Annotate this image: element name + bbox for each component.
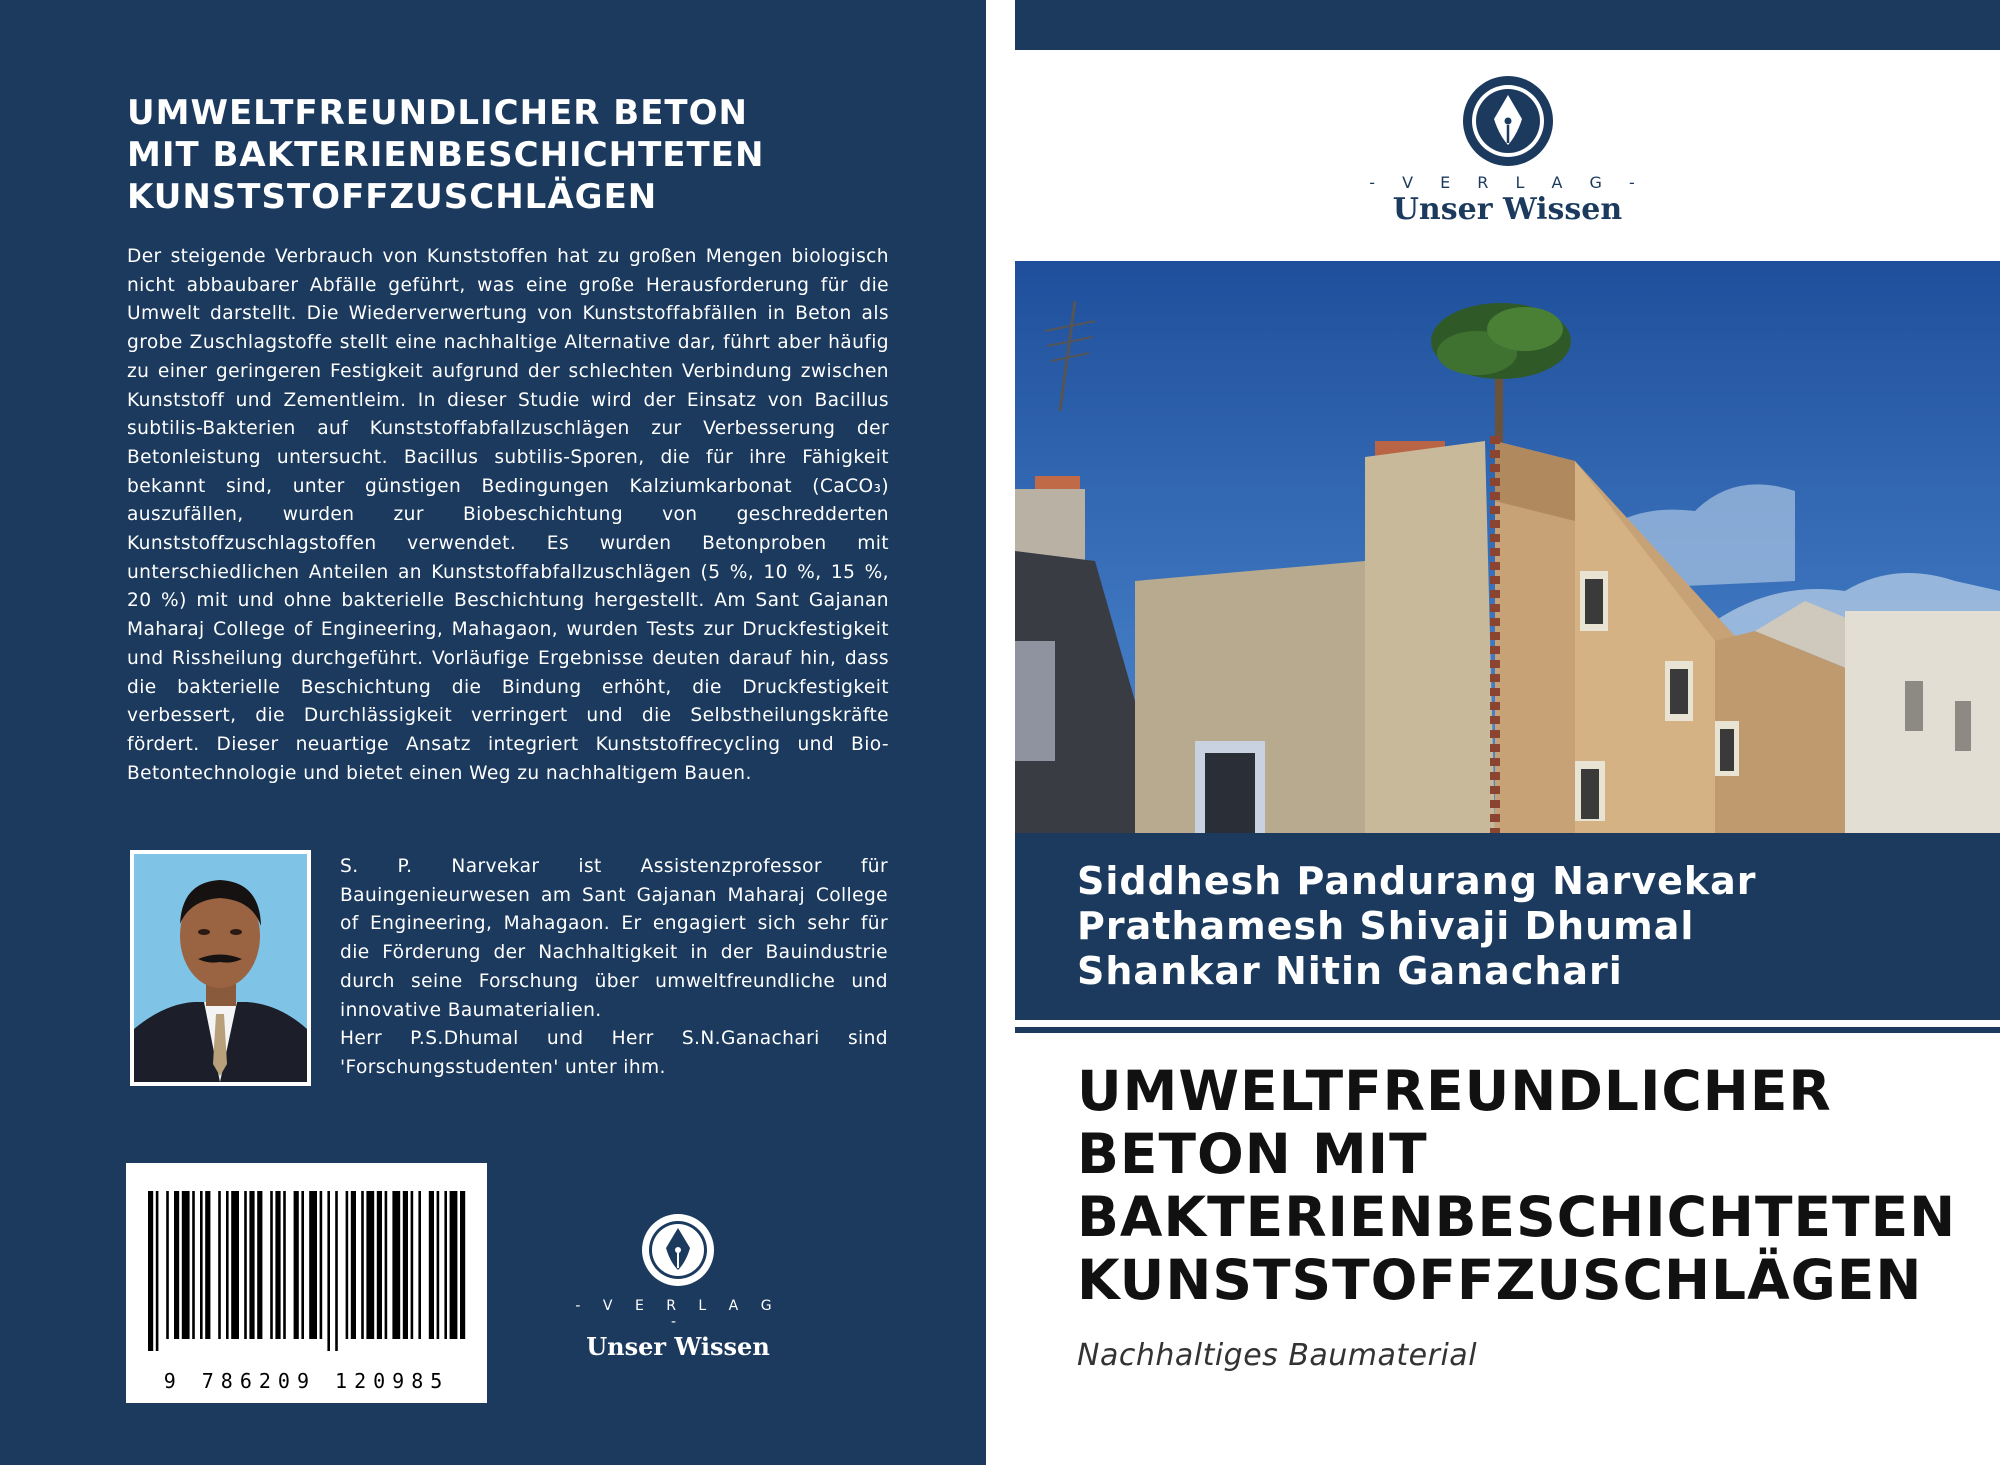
bio-paragraph: Herr P.S.Dhumal und Herr S.N.Ganachari sind 'Forschungsstudenten' unter ihm. [340, 1028, 888, 1078]
book-blurb: Der steigende Verbrauch von Kunststoffen hat zu großen Mengen biologisch nicht abbaubarer Abfälle geführt, was eine große Herausforderung für die Umwelt darstellt. Die Wiederverwertung von Kunststoffabfällen in Beton als grobe Zuschlagstoffe stellt eine nachhaltige Alternative dar, führt aber häufig zu einer geringeren Festigkeit aufgrund der schlechten Verbindung zwischen Kunststoff und Zementleim. In dieser Studie wird der Einsatz von Bacillus subtilis-Bakterien auf Kunststoffabfallzuschlägen zur Verbesserung der Betonleistung untersucht. Bacillus subtilis-Sporen, die für ihre Fähigkeit bekannt sind, unter günstigen Bedingungen Kalziumkarbonat (CaCO₃) auszufällen, wurden zur Biobeschichtung von geschredderten Kunststoffzuschlagstoffen verwendet. Es wurden Betonproben mit unterschiedlichen Anteilen an Kunststoffabfallzuschlägen (5 %, 10 %, 15 %, 20 %) mit und ohne bakterielle Beschichtung hergestellt. Am Sant Gajanan Maharaj College of Engineering, Mahagaon, wurden Tests zur Druckfestigkeit und Rissheilung durchgeführt. Vorläufige Ergebnisse deuten darauf hin, dass die bakterielle Beschichtung die Bindung erhöht, die Druckfestigkeit verbessert, die Durchlässigkeit verringert und die Selbstheilungskräfte fördert. Dieser neuartige Ansatz integriert Kunststoffrecycling und Bio-Betontechnologie und bietet einen Weg zu nachhaltigem Bauen. [127, 246, 889, 784]
bio-paragraph: S. P. Narvekar ist Assistenzprofessor für Bauingenieurwesen am Sant Gajanan Maharaj College of Engineering, Mahagaon. Er engagiert sich sehr für die Förderung der Nachhaltigkeit in der Bauindustrie durch seine Forschung über umweltfreundliche und innovative Baumaterialien. [340, 856, 888, 1021]
author-name: Shankar Nitin Ganachari [1077, 949, 1623, 993]
barcode [126, 1163, 487, 1353]
front-top-band [1015, 0, 2000, 50]
isbn-number: 9 786209 120985 [163, 1369, 450, 1393]
pen-nib-logo-icon [1462, 75, 1554, 167]
publisher-verlag-label: - V E R L A G - [1369, 173, 1646, 192]
front-cover [1015, 0, 2000, 1465]
front-cover-title [1077, 1060, 1987, 1312]
pen-nib-logo-icon [640, 1212, 716, 1288]
author-name: Prathamesh Shivaji Dhumal [1077, 904, 1695, 948]
front-title-line: UMWELTFREUNDLICHER [1077, 1059, 1832, 1123]
publisher-logo-front [1275, 75, 1740, 227]
front-title-line: KUNSTSTOFFZUSCHLÄGEN [1077, 1248, 1923, 1312]
back-cover-title [127, 92, 867, 218]
book-subtitle: Nachhaltiges Baumaterial [1077, 1338, 1478, 1373]
publisher-name: Unser Wissen [1392, 192, 1623, 227]
back-title-line: MIT BAKTERIENBESCHICHTETEN [127, 135, 765, 175]
front-title-line: BAKTERIENBESCHICHTETEN [1077, 1185, 1957, 1249]
cover-photo [1015, 261, 2000, 833]
isbn-barcode [126, 1163, 487, 1403]
back-cover [0, 0, 986, 1465]
publisher-verlag-label: - V E R L A G - [575, 1298, 781, 1330]
back-title-line: KUNSTSTOFFZUSCHLÄGEN [127, 177, 658, 217]
publisher-name: Unser Wissen [586, 1332, 770, 1361]
divider [1015, 1027, 2000, 1033]
author-name: Siddhesh Pandurang Narvekar [1077, 859, 1757, 903]
authors-band [1015, 833, 2000, 1020]
author-photo [130, 850, 311, 1086]
back-title-line: UMWELTFREUNDLICHER BETON [127, 93, 748, 133]
author-bio [340, 853, 888, 1083]
front-title-line: BETON MIT [1077, 1122, 1428, 1186]
publisher-logo-back [568, 1212, 788, 1361]
